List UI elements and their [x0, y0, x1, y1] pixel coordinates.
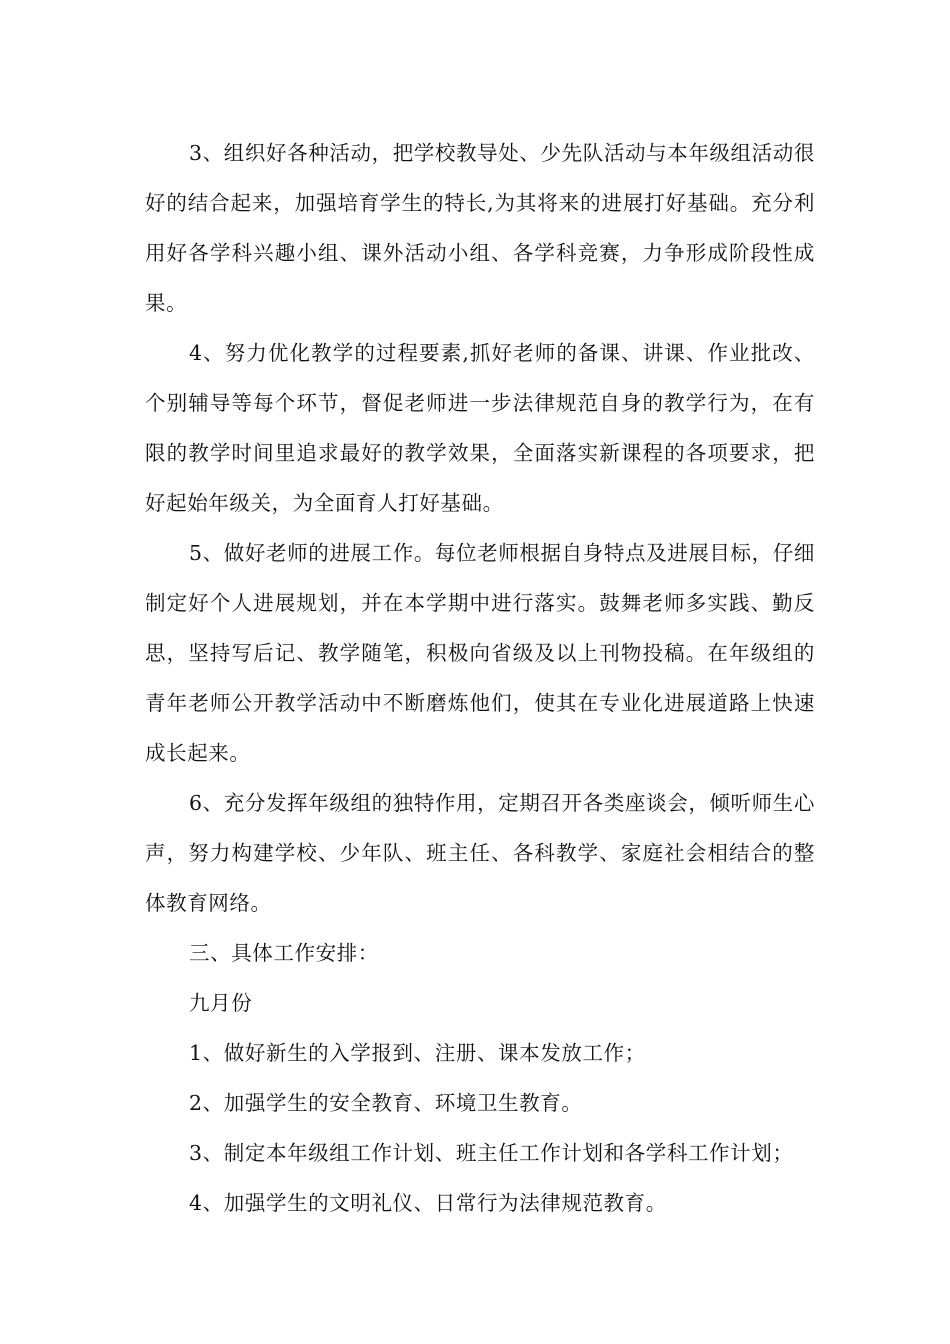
paragraph-item-4: 4、努力优化教学的过程要素,抓好老师的备课、讲课、作业批改、个别辅导等每个环节，督促老师进一步法律规范自身的教学行为，在有限的教学时间里追求最好的教学效果，全面落实新课程的各项要求，把好起始年级关，为全面育人打好基础。: [145, 341, 815, 515]
list-item: 2、加强学生的安全教育、环境卫生教育。: [189, 1091, 583, 1115]
list-item: 1、做好新生的入学报到、注册、课本发放工作；: [189, 1041, 646, 1065]
paragraph-item-3: 3、组织好各种活动，把学校教导处、少先队活动与本年级组活动很好的结合起来，加强培育学生的特长,为其将来的进展打好基础。充分利用好各学科兴趣小组、课外活动小组、各学科竞赛，力争形成阶段性成果。: [145, 141, 815, 315]
section-heading: 三、具体工作安排：: [189, 941, 379, 965]
paragraph-item-6: 6、充分发挥年级组的独特作用，定期召开各类座谈会，倾听师生心声，努力构建学校、少年队、班主任、各科教学、家庭社会相结合的整体教育网络。: [145, 791, 815, 915]
paragraph-item-5: 5、做好老师的进展工作。每位老师根据自身特点及进展目标，仔细制定好个人进展规划，并在本学期中进行落实。鼓舞老师多实践、勤反思，坚持写后记、教学随笔，积极向省级及以上刊物投稿。在年级组的青年老师公开教学活动中不断磨炼他们，使其在专业化进展道路上快速成长起来。: [145, 541, 815, 765]
document-body: [145, 128, 815, 1228]
list-item: 3、制定本年级组工作计划、班主任工作计划和各学科工作计划；: [189, 1141, 794, 1165]
month-label: 九月份: [189, 991, 253, 1015]
list-item: 4、加强学生的文明礼仪、日常行为法律规范教育。: [189, 1191, 667, 1215]
